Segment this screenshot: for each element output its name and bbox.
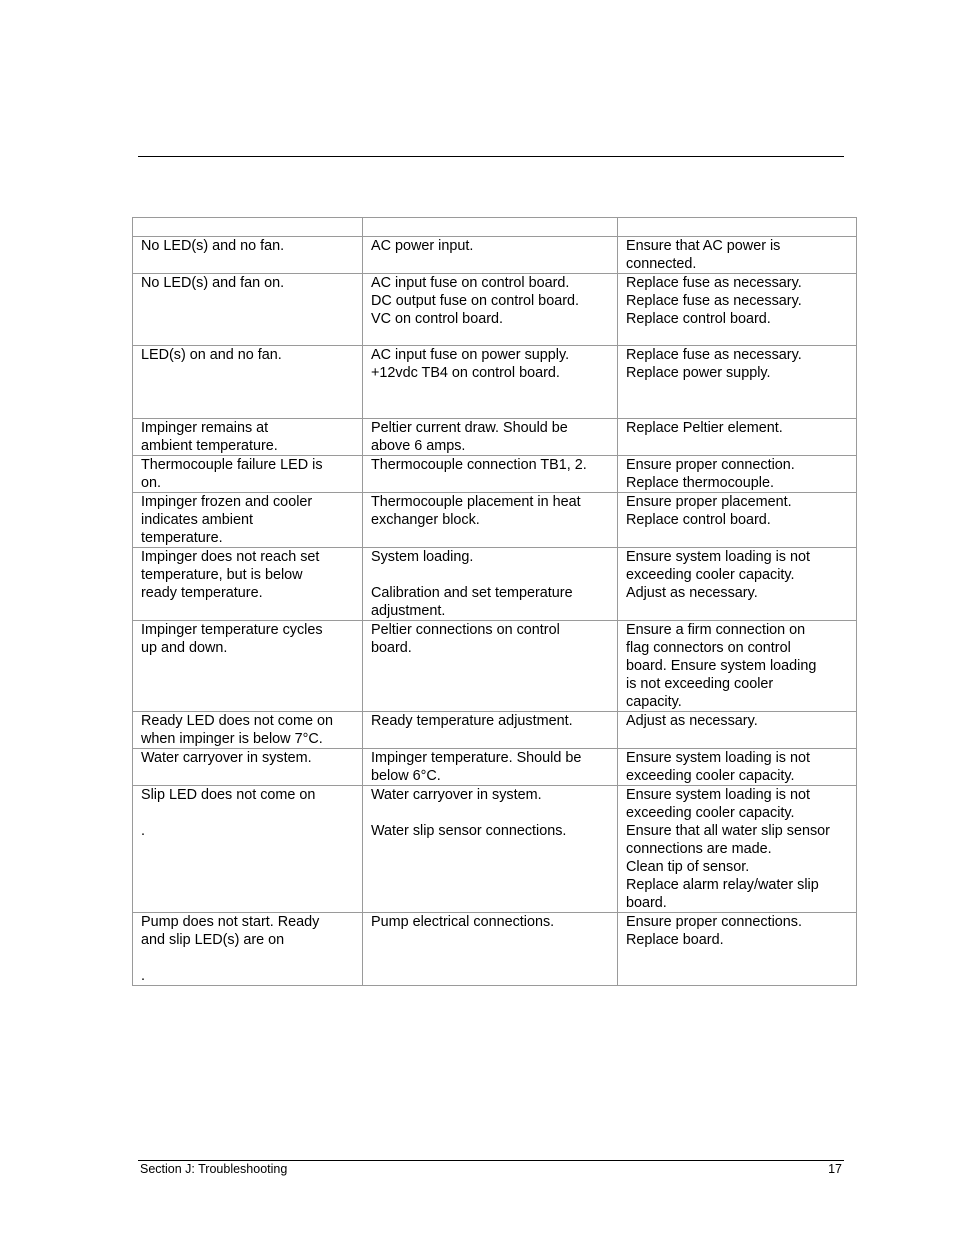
table-row <box>133 456 857 493</box>
symptom-cell: No LED(s) and no fan. <box>133 237 363 274</box>
check-cell: Ready temperature adjustment. <box>363 712 618 749</box>
remedy-cell: Ensure proper connections. Replace board. <box>618 913 857 986</box>
symptom-cell: No LED(s) and fan on. <box>133 274 363 346</box>
header-cell-check <box>363 218 618 237</box>
table-row <box>133 548 857 621</box>
remedy-cell: Replace fuse as necessary. Replace fuse as necessary. Replace control board. <box>618 274 857 346</box>
footer-section-title: Section J: Troubleshooting <box>140 1162 288 1176</box>
table-row <box>133 274 857 346</box>
remedy-cell: Adjust as necessary. <box>618 712 857 749</box>
check-cell: System loading. Calibration and set temperature adjustment. <box>363 548 618 621</box>
check-cell: AC power input. <box>363 237 618 274</box>
check-cell: Peltier connections on control board. <box>363 621 618 712</box>
table-row <box>133 913 857 986</box>
check-cell: AC input fuse on power supply. +12vdc TB4 on control board. <box>363 346 618 419</box>
remedy-cell: Ensure system loading is not exceeding cooler capacity. Ensure that all water slip sensor connections are made. Clean tip of sensor. Replace alarm relay/water slip board. <box>618 786 857 913</box>
check-cell: Impinger temperature. Should be below 6°C. <box>363 749 618 786</box>
table-row <box>133 237 857 274</box>
table-row <box>133 493 857 548</box>
check-cell: Peltier current draw. Should be above 6 amps. <box>363 419 618 456</box>
symptom-cell: Water carryover in system. <box>133 749 363 786</box>
remedy-cell: Replace fuse as necessary. Replace power supply. <box>618 346 857 419</box>
header-cell-symptom <box>133 218 363 237</box>
table-row <box>133 786 857 913</box>
remedy-cell: Ensure a firm connection on flag connectors on control board. Ensure system loading is not exceeding cooler capacity. <box>618 621 857 712</box>
symptom-cell: Impinger frozen and cooler indicates ambient temperature. <box>133 493 363 548</box>
remedy-cell: Ensure system loading is not exceeding cooler capacity. <box>618 749 857 786</box>
symptom-cell: Impinger does not reach set temperature, but is below ready temperature. <box>133 548 363 621</box>
table-row <box>133 621 857 712</box>
symptom-cell: Ready LED does not come on when impinger is below 7°C. <box>133 712 363 749</box>
symptom-cell: Pump does not start. Ready and slip LED(s) are on . <box>133 913 363 986</box>
check-cell: Pump electrical connections. <box>363 913 618 986</box>
table-row <box>133 749 857 786</box>
remedy-cell: Ensure proper placement. Replace control board. <box>618 493 857 548</box>
check-cell: AC input fuse on control board. DC output fuse on control board. VC on control board. <box>363 274 618 346</box>
symptom-cell: Slip LED does not come on . <box>133 786 363 913</box>
footer-rule <box>138 1160 844 1161</box>
table-row <box>133 346 857 419</box>
table-row <box>133 712 857 749</box>
page-number: 17 <box>828 1162 842 1176</box>
symptom-cell: Impinger remains at ambient temperature. <box>133 419 363 456</box>
symptom-cell: LED(s) on and no fan. <box>133 346 363 419</box>
remedy-cell: Ensure that AC power is connected. <box>618 237 857 274</box>
check-cell: Water carryover in system. Water slip sensor connections. <box>363 786 618 913</box>
troubleshooting-table <box>132 217 857 986</box>
header-rule <box>138 156 844 157</box>
header-cell-remedy <box>618 218 857 237</box>
check-cell: Thermocouple connection TB1, 2. <box>363 456 618 493</box>
symptom-cell: Impinger temperature cycles up and down. <box>133 621 363 712</box>
table-header-row <box>133 218 857 237</box>
symptom-cell: Thermocouple failure LED is on. <box>133 456 363 493</box>
remedy-cell: Ensure proper connection. Replace thermocouple. <box>618 456 857 493</box>
remedy-cell: Ensure system loading is not exceeding cooler capacity. Adjust as necessary. <box>618 548 857 621</box>
table-row <box>133 419 857 456</box>
remedy-cell: Replace Peltier element. <box>618 419 857 456</box>
check-cell: Thermocouple placement in heat exchanger block. <box>363 493 618 548</box>
